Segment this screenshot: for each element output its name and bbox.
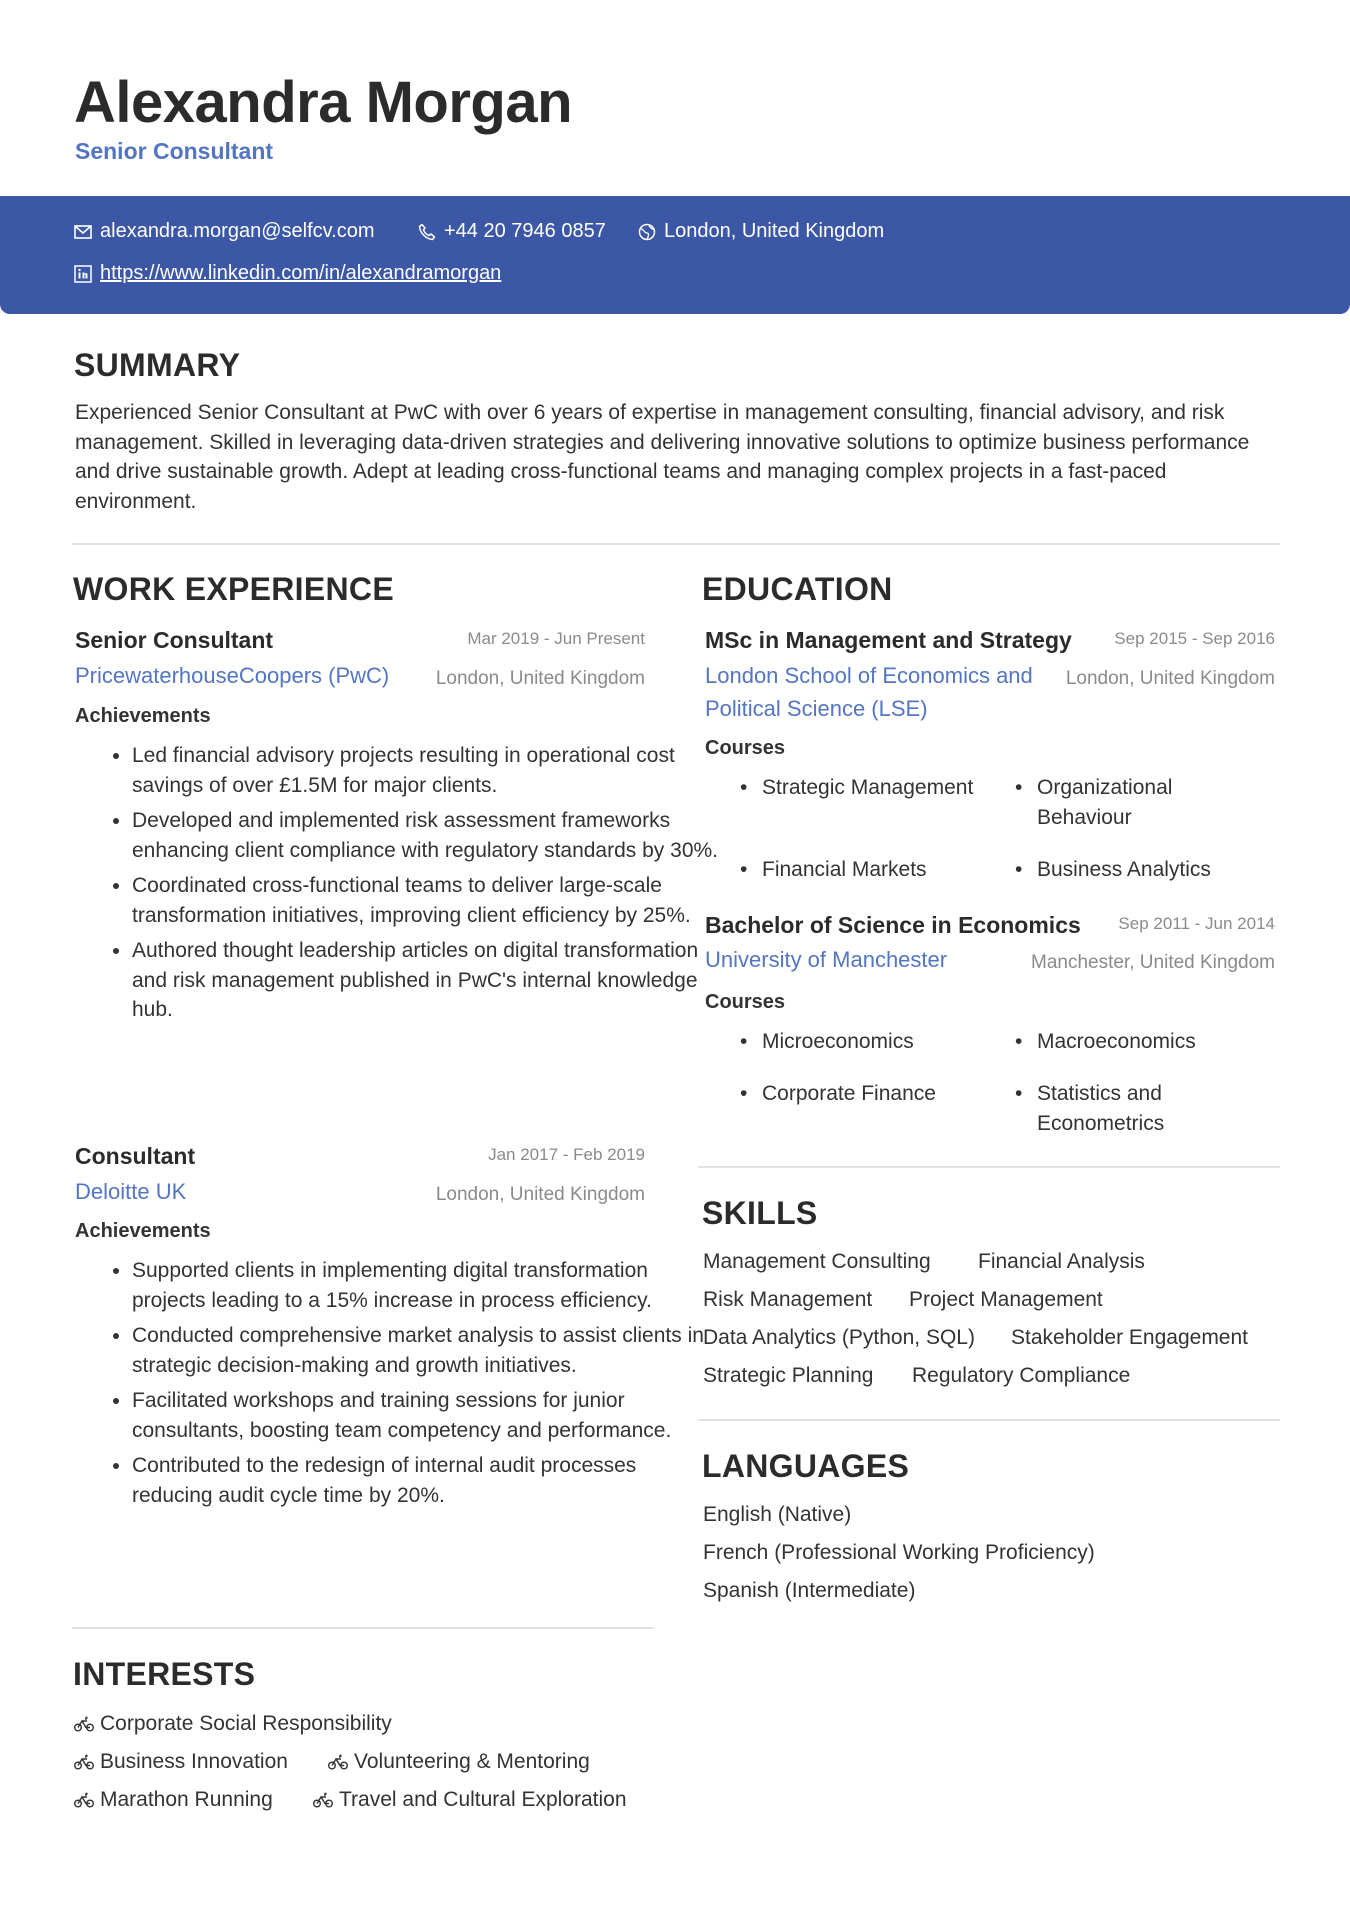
summary-text: Experienced Senior Consultant at PwC with over 6 years of expertise in management consulting, financial advisory, and risk management. Skilled in leveraging data-driven strategies and delivering innovative solutions to optimize business performance and drive sustainable growth. Adept at leading cross-functional teams and managing complex projects in a fast-paced environment. (75, 401, 1250, 513)
education-location: London, United Kingdom (1065, 668, 1275, 689)
course-item: • Financial Markets (762, 855, 1002, 885)
education-dates: Sep 2015 - Sep 2016 (1114, 629, 1275, 648)
contact-linkedin[interactable] (74, 262, 501, 285)
education-location: Manchester, United Kingdom (1031, 952, 1275, 973)
interest-item (74, 1712, 392, 1736)
interest-item (74, 1788, 273, 1812)
bicycle-icon (313, 1792, 333, 1808)
interest-label: Volunteering & Mentoring (354, 1750, 590, 1773)
divider (72, 1627, 654, 1629)
courses-label: Courses (705, 991, 786, 1013)
list-item: • Coordinated cross-functional teams to deliver large-scale transformation initiatives, improving client efficiency by 25%. (132, 871, 722, 930)
bicycle-icon (328, 1754, 348, 1770)
school-name: University of Manchester (705, 947, 948, 972)
linkedin-link[interactable]: https://www.linkedin.com/in/alexandramorgan (100, 262, 502, 284)
achievements-label: Achievements (75, 705, 211, 727)
list-item: • Led financial advisory projects resulting in operational cost savings of over £1.5M for major clients. (132, 741, 722, 800)
linkedin-icon (74, 265, 92, 283)
job-title: Senior Consultant (75, 627, 274, 653)
language-item: Spanish (Intermediate) (703, 1579, 916, 1602)
phone-icon (418, 223, 436, 241)
job-dates: Jan 2017 - Feb 2019 (488, 1145, 645, 1164)
job-location: London, United Kingdom (435, 668, 645, 689)
achievements-list (75, 741, 722, 1031)
courses-label: Courses (705, 737, 786, 759)
list-item: • Developed and implemented risk assessment frameworks enhancing client compliance with regulatory standards by 30%. (132, 806, 722, 865)
interest-label: Travel and Cultural Exploration (339, 1788, 627, 1811)
course-item: • Statistics and Econometrics (1037, 1079, 1227, 1138)
skill-item: Strategic Planning (703, 1364, 874, 1387)
job-title-header: Senior Consultant (75, 138, 274, 164)
summary-heading: SUMMARY (74, 347, 241, 383)
job-title: Consultant (75, 1143, 196, 1169)
degree-title: Bachelor of Science in Economics (705, 912, 1081, 938)
language-item: French (Professional Working Proficiency) (703, 1541, 1095, 1564)
mail-icon (74, 225, 92, 239)
interest-label: Corporate Social Responsibility (100, 1712, 392, 1735)
achievements-label: Achievements (75, 1220, 211, 1242)
bicycle-icon (74, 1754, 94, 1770)
skill-item: Risk Management (703, 1288, 873, 1311)
skills-heading: SKILLS (702, 1195, 818, 1231)
list-item: • Authored thought leadership articles on digital transformation and risk management published in PwC's internal knowledge hub. (132, 936, 722, 1025)
skill-item: Financial Analysis (978, 1250, 1145, 1273)
contact-location (638, 220, 884, 243)
skill-item: Data Analytics (Python, SQL) (703, 1326, 975, 1349)
globe-icon (638, 223, 656, 241)
skill-item: Stakeholder Engagement (1011, 1326, 1248, 1349)
interest-label: Marathon Running (100, 1788, 273, 1811)
course-item: • Strategic Management (762, 773, 1002, 803)
list-item: • Facilitated workshops and training sessions for junior consultants, boosting team competency and performance. (132, 1386, 722, 1445)
work-experience-heading: WORK EXPERIENCE (73, 571, 394, 607)
email-text: alexandra.morgan@selfcv.com (100, 220, 375, 242)
divider (72, 543, 1280, 545)
list-item: • Contributed to the redesign of internal audit processes reducing audit cycle time by 20%. (132, 1451, 722, 1510)
contact-bar (0, 196, 1350, 314)
contact-email[interactable] (74, 220, 375, 243)
course-item: • Macroeconomics (1037, 1027, 1257, 1057)
divider (698, 1419, 1280, 1421)
skill-item: Project Management (909, 1288, 1103, 1311)
divider (698, 1166, 1280, 1168)
school-name: London School of Economics and Political Science (LSE) (705, 663, 1033, 721)
bicycle-icon (74, 1716, 94, 1732)
location-text: London, United Kingdom (664, 220, 885, 242)
phone-text: +44 20 7946 0857 (444, 220, 606, 242)
interest-item (74, 1750, 288, 1774)
interest-label: Business Innovation (100, 1750, 288, 1773)
interests-heading: INTERESTS (73, 1656, 256, 1692)
contact-phone[interactable] (418, 220, 606, 243)
education-dates: Sep 2011 - Jun 2014 (1118, 914, 1275, 933)
course-item: • Organizational Behaviour (1037, 773, 1257, 832)
company-name: PricewaterhouseCoopers (PwC) (75, 663, 390, 688)
list-item: • Conducted comprehensive market analysis to assist clients in strategic decision-making and growth initiatives. (132, 1321, 722, 1380)
course-item: • Business Analytics (1037, 855, 1257, 885)
skill-item: Regulatory Compliance (912, 1364, 1131, 1387)
degree-title: MSc in Management and Strategy (705, 627, 1072, 653)
job-location: London, United Kingdom (435, 1184, 645, 1205)
course-item: • Microeconomics (762, 1027, 1002, 1057)
skill-item: Management Consulting (703, 1250, 931, 1273)
company-name: Deloitte UK (75, 1179, 187, 1204)
list-item: • Supported clients in implementing digital transformation projects leading to a 15% increase in process efficiency. (132, 1256, 722, 1315)
interest-item (313, 1788, 627, 1812)
course-item: • Corporate Finance (762, 1079, 1002, 1109)
language-item: English (Native) (703, 1503, 852, 1526)
candidate-name: Alexandra Morgan (74, 70, 572, 135)
achievements-list (75, 1256, 722, 1516)
interest-item (328, 1750, 590, 1774)
job-dates: Mar 2019 - Jun Present (467, 629, 645, 648)
languages-heading: LANGUAGES (702, 1448, 910, 1484)
bicycle-icon (74, 1792, 94, 1808)
education-heading: EDUCATION (702, 571, 893, 607)
